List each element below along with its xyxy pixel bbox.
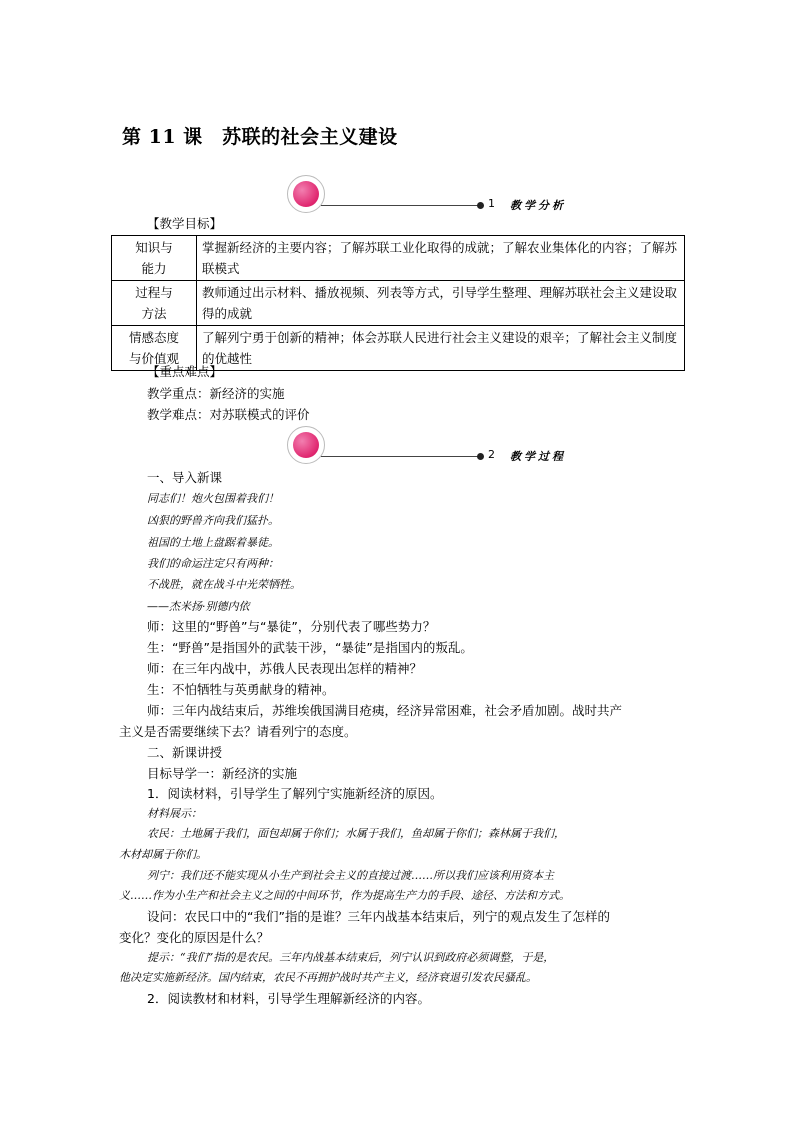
dialog-line: 生：不怕牺牲与英勇献身的精神。	[147, 682, 335, 697]
poem-line: 我们的命运注定只有两种：	[147, 557, 279, 570]
section-marker-analysis	[287, 175, 587, 215]
goals-heading: 【教学目标】	[147, 216, 223, 231]
section-marker-process	[287, 426, 587, 466]
dialog-line: 主义是否需要继续下去？请看列宁的态度。	[119, 724, 357, 739]
section-label: 教学分析	[510, 199, 566, 212]
row-content: 了解列宁勇于创新的精神；体会苏联人民进行社会主义建设的艰辛；了解社会主义制度的优越性	[197, 326, 685, 371]
row-header: 过程与 方法	[112, 281, 197, 326]
bullet-dot-icon	[477, 202, 484, 209]
material-line: 义……作为小生产和社会主义之间的中间环节，作为提高生产力的手段、途径、方法和方式。	[119, 889, 570, 902]
dialog-line: 师：在三年内战中，苏俄人民表现出怎样的精神？	[147, 661, 423, 676]
step-text: 1．阅读材料，引导学生了解列宁实施新经济的原因。	[147, 786, 443, 801]
table-row	[112, 281, 685, 326]
goals-table	[111, 235, 685, 371]
dialog-line: 生：“野兽”是指国外的武装干涉，“暴徒”是指国内的叛乱。	[147, 640, 473, 655]
step-text: 2．阅读教材和材料，引导学生理解新经济的内容。	[147, 991, 430, 1006]
pink-circle-icon	[287, 426, 325, 464]
row-content: 掌握新经济的主要内容；了解苏联工业化取得的成就；了解农业集体化的内容；了解苏联模式	[197, 236, 685, 281]
row-header: 知识与 能力	[112, 236, 197, 281]
intro-heading: 一、导入新课	[147, 470, 223, 485]
page-title: 第 11 课 苏联的社会主义建设	[122, 126, 398, 148]
poem-line: 祖国的土地上盘踞着暴徒。	[147, 536, 279, 549]
material-line: 列宁：我们还不能实现从小生产到社会主义的直接过渡……所以我们应该利用资本主	[147, 869, 554, 882]
row-content: 教师通过出示材料、播放视频、列表等方式，引导学生整理、理解苏联社会主义建设取得的成就	[197, 281, 685, 326]
pink-circle-icon	[287, 175, 325, 213]
key-point: 教学重点：新经济的实施	[147, 386, 285, 401]
difficult-point: 教学难点：对苏联模式的评价	[147, 407, 310, 422]
material-label: 材料展示：	[147, 807, 202, 820]
section-number: 2	[488, 448, 495, 461]
divider-line	[321, 205, 479, 206]
section-number: 1	[488, 197, 495, 210]
bullet-dot-icon	[477, 453, 484, 460]
row-header: 情感态度 与价值观	[112, 326, 197, 371]
section-label: 教学过程	[510, 450, 566, 463]
target-heading: 目标导学一：新经济的实施	[147, 766, 298, 781]
material-line: 木材却属于你们。	[119, 848, 207, 861]
divider-line	[321, 456, 479, 457]
question-line: 设问：农民口中的“我们”指的是谁？三年内战基本结束后，列宁的观点发生了怎样的	[147, 909, 610, 924]
question-line: 变化？变化的原因是什么？	[119, 930, 270, 945]
poem-line: 同志们！炮火包围着我们！	[147, 492, 279, 505]
dialog-line: 师：三年内战结束后，苏维埃俄国满目疮痍，经济异常困难，社会矛盾加剧。战时共产	[147, 703, 623, 718]
dialog-line: 师：这里的“野兽”与“暴徒”，分别代表了哪些势力？	[147, 619, 436, 634]
material-line: 农民：土地属于我们，面包却属于你们；水属于我们，鱼却属于你们；森林属于我们，	[147, 827, 565, 840]
hint-line: 他决定实施新经济。国内结束，农民不再拥护战时共产主义，经济衰退引发农民骚乱。	[119, 971, 537, 984]
new-heading: 二、新课讲授	[147, 745, 223, 760]
table-row	[112, 236, 685, 281]
poem-author: ——杰米扬·别德内依	[147, 600, 250, 613]
poem-line: 凶狠的野兽齐向我们猛扑。	[147, 514, 279, 527]
poem-line: 不战胜，就在战斗中光荣牺牲。	[147, 578, 301, 591]
key-heading: 【重点难点】	[147, 364, 223, 379]
hint-line: 提示：“我们”指的是农民。三年内战基本结束后，列宁认识到政府必须调整，于是，	[147, 951, 555, 964]
